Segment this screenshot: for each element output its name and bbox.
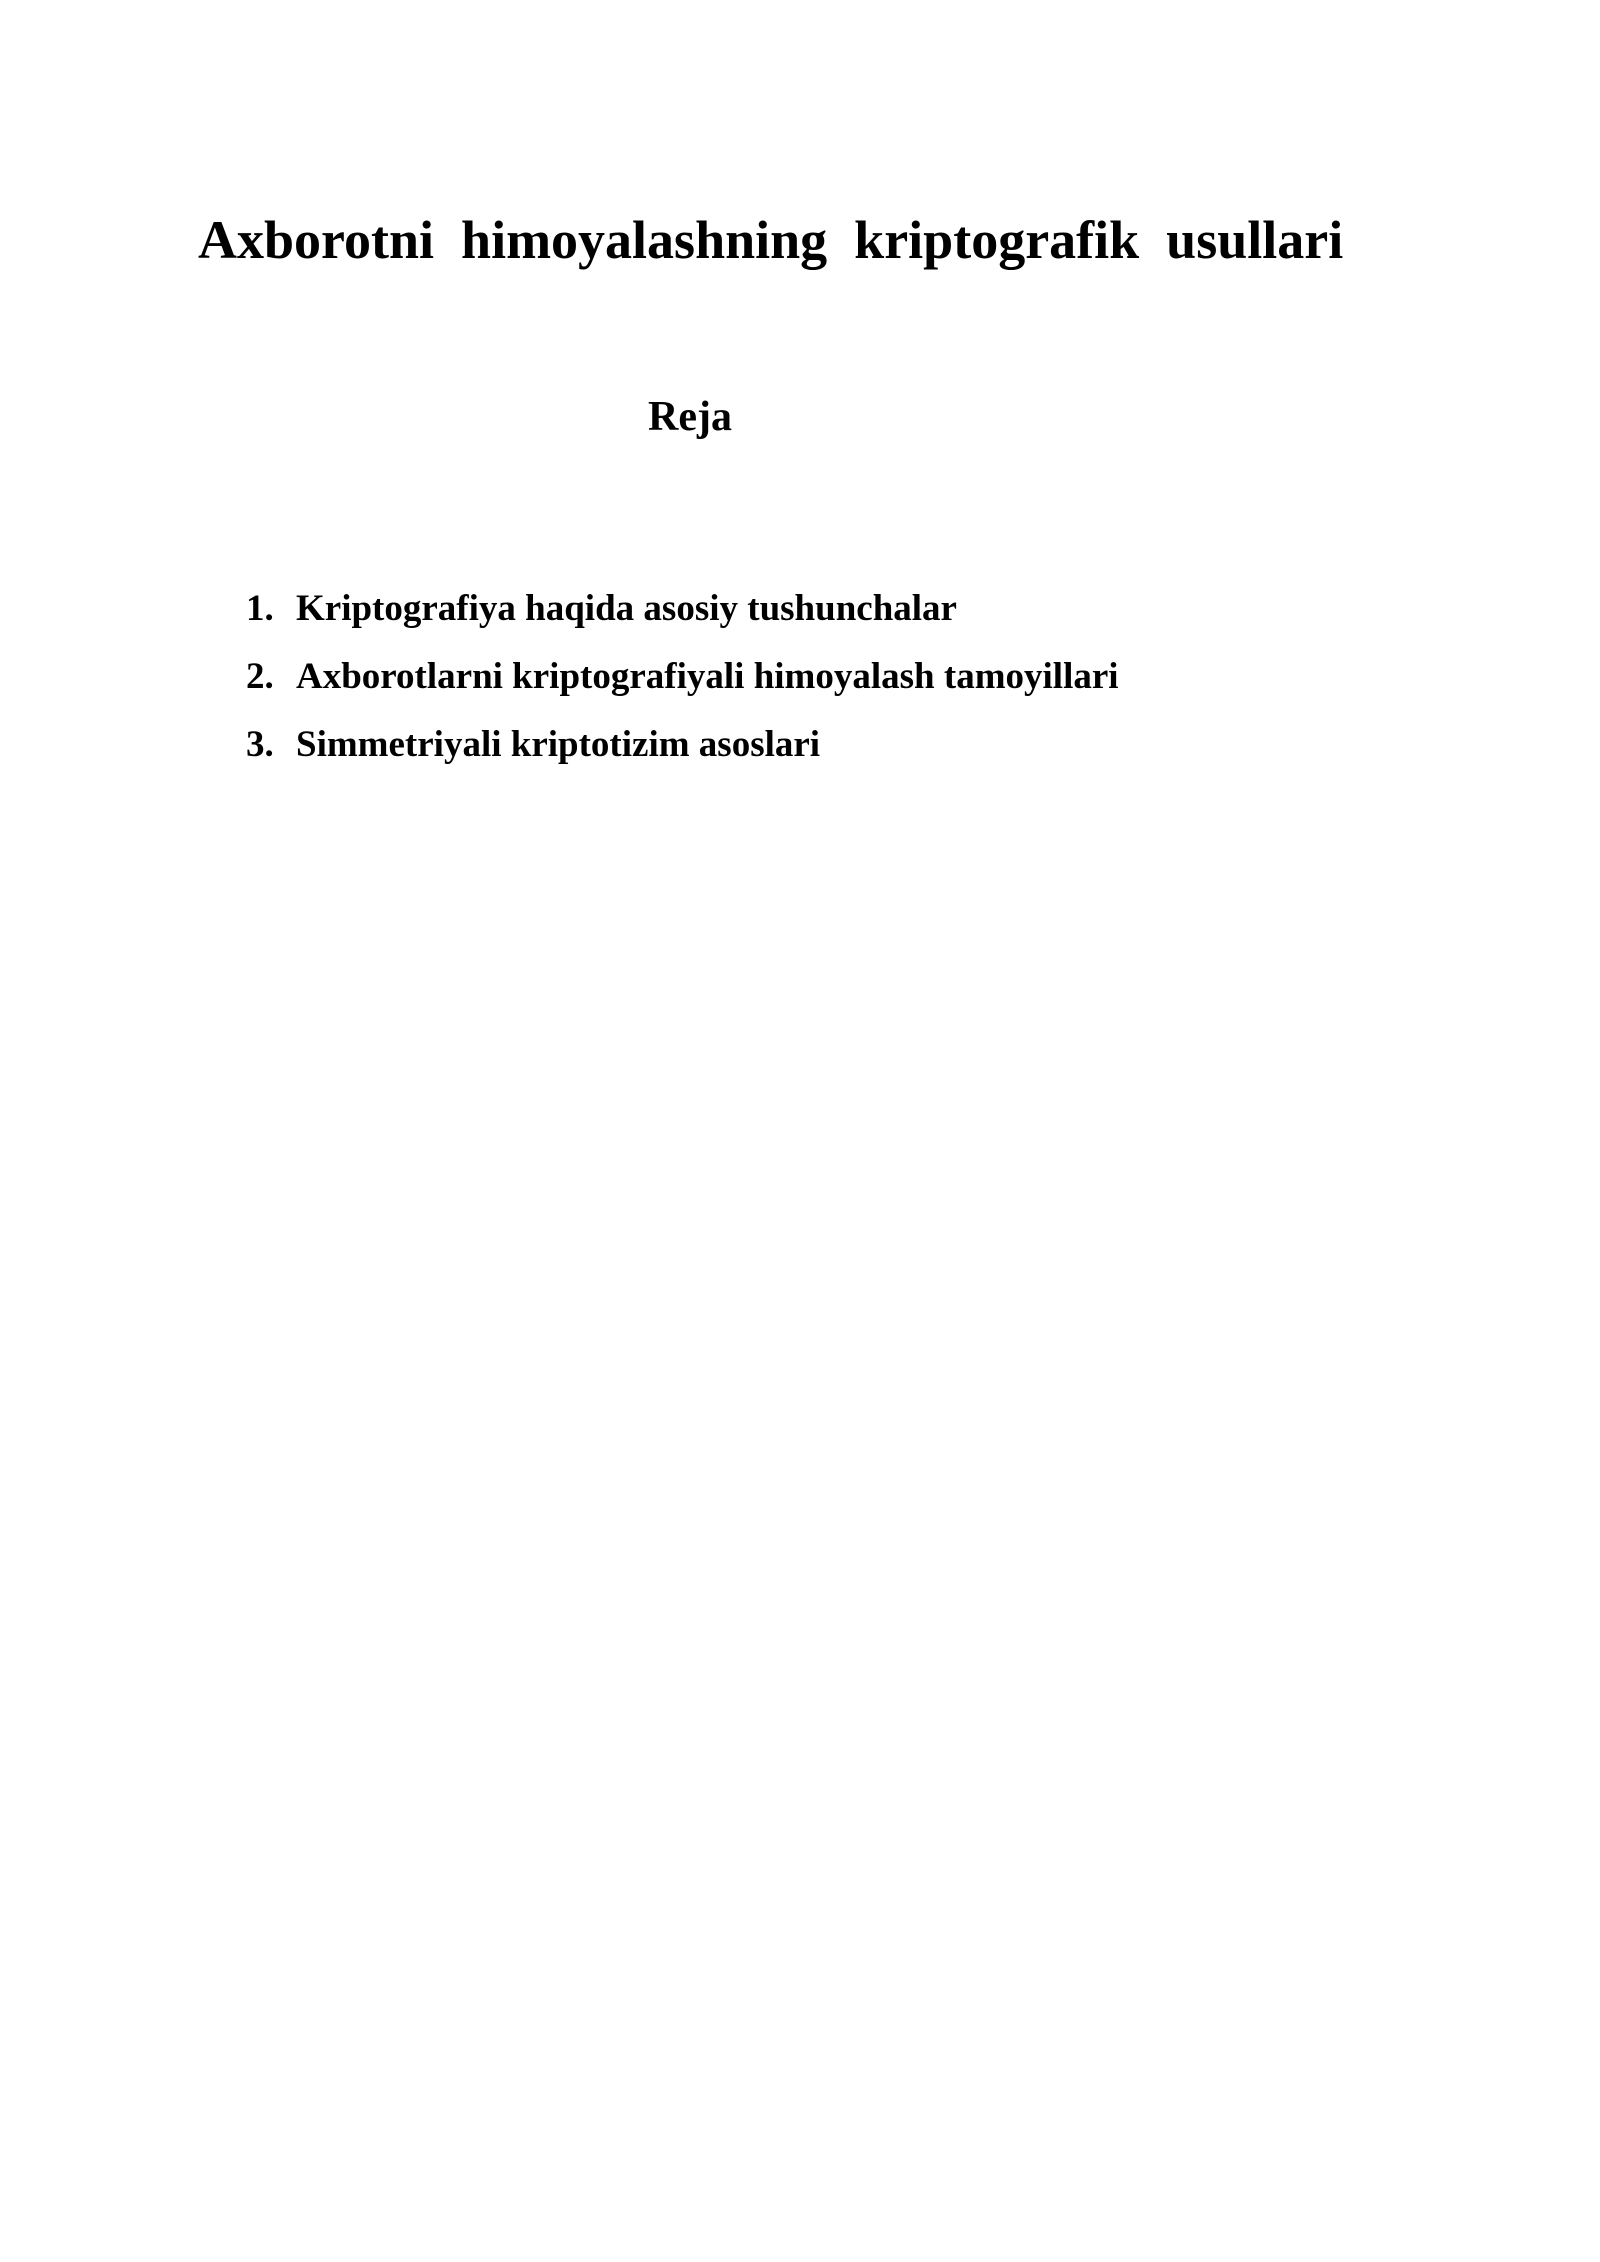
plan-item-text: Simmetriyali kriptotizim asoslari [296, 724, 821, 765]
plan-item-number: 3. [246, 724, 274, 765]
plan-item-number: 1. [246, 588, 274, 629]
plan-list-item [246, 653, 1119, 721]
plan-item-text: Axborotlarni kriptografiyali himoyalash tamoyillari [296, 656, 1119, 697]
plan-list-item [246, 585, 1119, 653]
plan-heading: Reja [648, 394, 732, 440]
plan-list [246, 585, 1119, 789]
plan-list-item [246, 721, 1119, 789]
plan-item-text: Kriptografiya haqida asosiy tushunchalar [296, 588, 957, 629]
plan-item-number: 2. [246, 656, 274, 697]
document-title: Axborotni himoyalashning kriptografik usullari [198, 210, 1344, 270]
